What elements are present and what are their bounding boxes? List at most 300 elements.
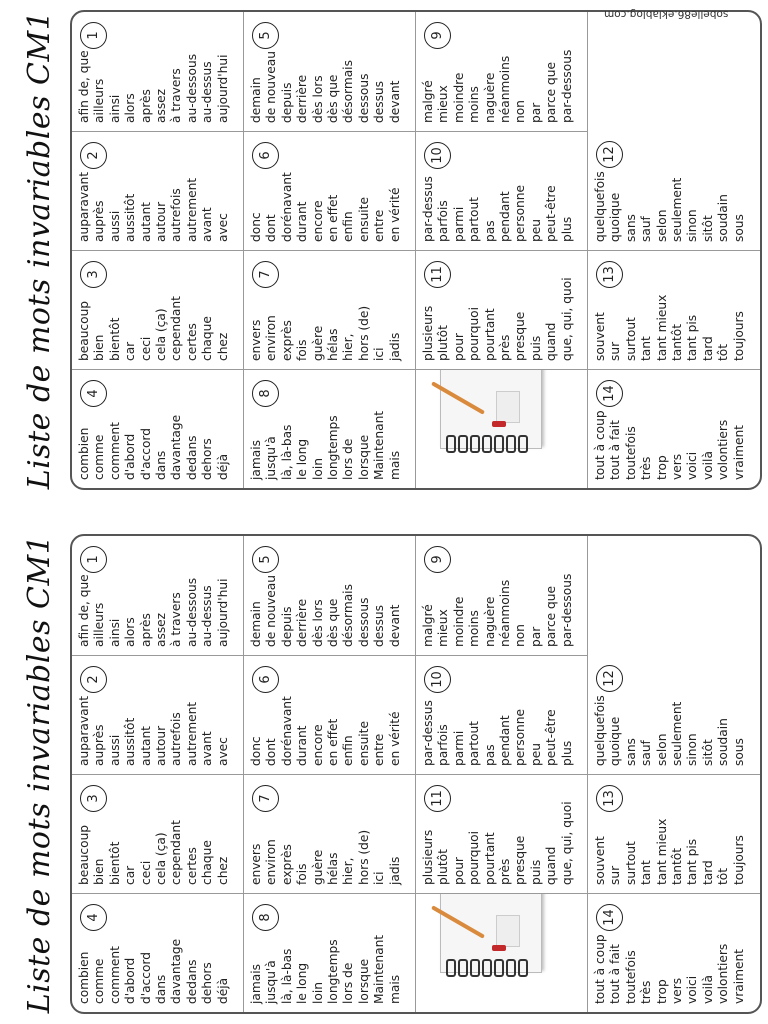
word: plus [559, 740, 574, 766]
word: plusieurs [421, 305, 435, 361]
word: demain [249, 77, 263, 123]
word: derrière [295, 74, 310, 123]
word: loin [310, 458, 325, 480]
word: pourtant [482, 832, 497, 885]
word: jadis [387, 332, 402, 361]
word-group-13 [588, 774, 760, 893]
word: aujourd'hui [215, 54, 230, 123]
word: bientôt [107, 317, 122, 361]
word: aussitôt [123, 193, 138, 242]
word: sitôt [700, 739, 715, 766]
group-number-badge: 10 [424, 666, 451, 693]
word: peu [528, 219, 543, 242]
group-number-badge: 11 [424, 785, 451, 812]
word: voilà [700, 451, 715, 480]
word: exprès [279, 320, 294, 361]
word: à travers [169, 68, 184, 123]
word: parmi [451, 730, 466, 766]
word: néanmoins [497, 579, 512, 647]
word: non [513, 624, 528, 647]
word: pour [451, 857, 466, 885]
word: cependant [169, 820, 184, 885]
word: sans [623, 214, 638, 242]
word: déjà [215, 453, 230, 480]
word: hors (de) [356, 829, 371, 885]
word: chez [215, 332, 230, 361]
word: car [123, 865, 138, 885]
group-number-badge: 10 [424, 142, 451, 169]
word: durant [295, 201, 310, 242]
word-group-7 [244, 774, 416, 893]
word: parce que [544, 62, 559, 123]
word-group-5 [244, 12, 416, 131]
word: beaucoup [77, 824, 91, 885]
word: désormais [341, 584, 356, 647]
word: tard [700, 336, 715, 361]
word: comment [107, 422, 122, 480]
word: de nouveau [264, 51, 279, 123]
word: d'abord [123, 957, 138, 1004]
word: par-dessus [421, 700, 435, 766]
word: le long [295, 962, 310, 1004]
word: encore [310, 724, 325, 766]
word: quand [544, 846, 559, 885]
word: derrière [295, 598, 310, 647]
word: ceci [138, 336, 153, 361]
word: surtout [623, 841, 638, 885]
word: tant mieux [654, 294, 669, 361]
word: néanmoins [497, 55, 512, 123]
word-group-4 [72, 893, 244, 1012]
word: partout [467, 197, 482, 242]
word: dans [153, 450, 168, 480]
word: dont [264, 738, 279, 766]
word: ailleurs [92, 602, 107, 647]
word: soudain [716, 194, 731, 242]
word: exprès [279, 844, 294, 885]
word: près [497, 334, 512, 361]
word-group-9 [416, 536, 588, 655]
word: très [639, 456, 654, 480]
word: ceci [138, 860, 153, 885]
group-number-badge: 8 [252, 380, 279, 407]
word: donc [249, 212, 263, 242]
word: devant [387, 80, 402, 123]
word: quelquefois [593, 695, 607, 766]
word: en vérité [387, 711, 402, 766]
word: volontiers [716, 419, 731, 480]
word: davantage [169, 938, 184, 1004]
word: fois [295, 863, 310, 885]
word: par-dessous [559, 49, 574, 123]
word: au-dessus [200, 585, 215, 647]
word: que, qui, quoi [559, 801, 574, 885]
word: malgré [421, 604, 435, 647]
group-number-badge: 9 [424, 546, 451, 573]
word: ensuite [356, 721, 371, 766]
word: jadis [387, 856, 402, 885]
word: tout à coup [593, 410, 607, 480]
group-number-badge: 11 [424, 261, 451, 288]
word: encore [310, 200, 325, 242]
word: assez [153, 612, 168, 647]
word: tout à fait [608, 420, 623, 480]
word-group-12 [588, 131, 760, 250]
word: ainsi [107, 618, 122, 647]
word: tard [700, 860, 715, 885]
word: peu [528, 743, 543, 766]
word: par-dessus [421, 176, 435, 242]
word: par [528, 102, 543, 123]
word: vraiment [731, 425, 746, 480]
word: autrefois [169, 712, 184, 766]
word: autant [138, 726, 153, 766]
word: chez [215, 856, 230, 885]
word: tant [639, 860, 654, 885]
word: moindre [451, 72, 466, 123]
group-number-badge: 4 [80, 904, 107, 931]
word: pour [451, 333, 466, 361]
word: d'abord [123, 433, 138, 480]
group-number-badge: 12 [596, 141, 623, 168]
word: lors de [341, 962, 356, 1004]
word: envers [249, 843, 263, 885]
word: hier, [341, 333, 356, 361]
word: moindre [451, 596, 466, 647]
notebook-icon [434, 893, 544, 977]
word: dedans [184, 959, 199, 1004]
word-group-12 [588, 655, 760, 774]
word: cela (ça) [153, 832, 168, 885]
word: désormais [341, 60, 356, 123]
group-number-badge: 13 [596, 261, 623, 288]
word: alors [123, 93, 138, 123]
group-number-badge: 7 [252, 785, 279, 812]
group-number-badge: 5 [252, 22, 279, 49]
word: jusqu'à [264, 960, 279, 1004]
word: trop [654, 455, 669, 480]
group-number-badge: 9 [424, 22, 451, 49]
word-group-13 [588, 250, 760, 369]
word: combien [77, 951, 91, 1004]
word: entre [372, 209, 387, 242]
word: puis [528, 335, 543, 361]
group-number-badge: 13 [596, 785, 623, 812]
word: presque [513, 311, 528, 361]
word: alors [123, 617, 138, 647]
word: cela (ça) [153, 308, 168, 361]
word: durant [295, 725, 310, 766]
word-group-1 [72, 12, 244, 131]
word: en effet [325, 194, 340, 242]
word: parce que [544, 586, 559, 647]
word: moins [467, 610, 482, 647]
word: combien [77, 427, 91, 480]
word: sauf [639, 740, 654, 766]
word-group-8 [244, 893, 416, 1012]
word: guère [310, 849, 325, 885]
group-number-badge: 6 [252, 142, 279, 169]
word: moins [467, 86, 482, 123]
word: auparavant [77, 171, 91, 242]
word: d'accord [138, 952, 153, 1004]
word: dessous [356, 597, 371, 647]
word: selon [654, 209, 669, 242]
word: aussi [107, 210, 122, 242]
word: depuis [279, 606, 294, 647]
word: puis [528, 859, 543, 885]
word: quoique [608, 192, 623, 242]
word: enfin [341, 211, 356, 242]
word: peut-être [544, 709, 559, 766]
word: naguère [482, 72, 497, 123]
word-list-sheet-1 [10, 10, 762, 490]
word: près [497, 858, 512, 885]
word: avec [215, 213, 230, 242]
word: afin de, que [77, 574, 91, 647]
word: malgré [421, 80, 435, 123]
word: Maintenant [372, 410, 387, 480]
word: avant [200, 731, 215, 766]
word-group-14 [588, 369, 760, 488]
word-group-5 [244, 536, 416, 655]
word: autrement [184, 701, 199, 766]
word: dont [264, 214, 279, 242]
sheet-title: Liste de mots invariables CM1 [22, 10, 57, 490]
word: sous [731, 738, 746, 766]
word: pourquoi [467, 830, 482, 885]
word-table [70, 10, 762, 490]
word: tout à coup [593, 934, 607, 1004]
word: peut-être [544, 185, 559, 242]
word: parfois [436, 724, 451, 766]
word: trop [654, 979, 669, 1004]
word: très [639, 980, 654, 1004]
group-number-badge: 8 [252, 904, 279, 931]
word-group-6 [244, 131, 416, 250]
word-group-9 [416, 12, 588, 131]
word: seulement [669, 177, 684, 242]
word: partout [467, 721, 482, 766]
word-group-4 [72, 369, 244, 488]
word: bien [92, 334, 107, 361]
word: parfois [436, 200, 451, 242]
word: tôt [716, 867, 731, 885]
word: que, qui, quoi [559, 277, 574, 361]
word: tôt [716, 343, 731, 361]
word: lorsque [356, 958, 371, 1004]
word: mais [387, 450, 402, 480]
word: autrement [184, 177, 199, 242]
group-number-badge: 12 [596, 665, 623, 692]
word: enfin [341, 735, 356, 766]
word: avant [200, 207, 215, 242]
notebook-icon [434, 369, 544, 453]
word: dès lors [310, 75, 325, 123]
word: presque [513, 835, 528, 885]
word: voici [685, 975, 700, 1004]
word: dehors [200, 962, 215, 1004]
word: dessus [372, 604, 387, 647]
word: donc [249, 736, 263, 766]
word: afin de, que [77, 50, 91, 123]
word: personne [513, 709, 528, 766]
word: mieux [436, 85, 451, 123]
word: pourtant [482, 308, 497, 361]
word: vers [669, 453, 684, 480]
group-number-badge: 1 [80, 22, 107, 49]
word: tout à fait [608, 944, 623, 1004]
word: là, là-bas [279, 424, 294, 480]
word: auparavant [77, 695, 91, 766]
word: sur [608, 865, 623, 885]
word: beaucoup [77, 300, 91, 361]
word: naguère [482, 596, 497, 647]
word-group-2 [72, 655, 244, 774]
group-number-badge: 3 [80, 261, 107, 288]
word: certes [184, 847, 199, 885]
word: sous [731, 214, 746, 242]
group-number-badge: 3 [80, 785, 107, 812]
word: tant pis [685, 838, 700, 885]
word-group-11 [416, 774, 588, 893]
word: hélas [325, 328, 340, 361]
word: environ [264, 839, 279, 885]
word-group-8 [244, 369, 416, 488]
word-table [70, 534, 762, 1014]
word: personne [513, 185, 528, 242]
word: au-dessous [184, 53, 199, 123]
word: seulement [669, 701, 684, 766]
word: vraiment [731, 949, 746, 1004]
group-number-badge: 2 [80, 142, 107, 169]
word: souvent [593, 312, 607, 361]
word: tantôt [669, 848, 684, 885]
word: lors de [341, 438, 356, 480]
word: fois [295, 339, 310, 361]
word: tant mieux [654, 818, 669, 885]
notebook-illustration [416, 893, 588, 1012]
word-group-3 [72, 250, 244, 369]
word-group-10 [416, 131, 588, 250]
word: toutefois [623, 950, 638, 1004]
word: quoique [608, 716, 623, 766]
notebook-illustration [416, 369, 588, 488]
word: hélas [325, 852, 340, 885]
word: le long [295, 438, 310, 480]
word: chaque [200, 840, 215, 885]
word: longtemps [325, 939, 340, 1004]
word: jusqu'à [264, 436, 279, 480]
word: comme [92, 958, 107, 1004]
word-group-10 [416, 655, 588, 774]
sheet-title: Liste de mots invariables CM1 [22, 534, 57, 1014]
word: tant pis [685, 314, 700, 361]
word: quand [544, 322, 559, 361]
group-number-badge: 2 [80, 666, 107, 693]
word: ici [372, 871, 387, 885]
word: au-dessus [200, 61, 215, 123]
word: autour [153, 201, 168, 242]
word: guère [310, 325, 325, 361]
word: dès que [325, 74, 340, 123]
word: voici [685, 451, 700, 480]
group-number-badge: 14 [596, 380, 623, 407]
group-number-badge: 14 [596, 904, 623, 931]
word: cependant [169, 296, 184, 361]
word: non [513, 100, 528, 123]
word: toutefois [623, 426, 638, 480]
word-group-3 [72, 774, 244, 893]
word: dorénavant [279, 172, 294, 242]
word: envers [249, 319, 263, 361]
word: après [138, 89, 153, 123]
word: par-dessous [559, 573, 574, 647]
word: selon [654, 733, 669, 766]
word: autant [138, 202, 153, 242]
word-group-14 [588, 893, 760, 1012]
word: toujours [731, 835, 746, 885]
word: dehors [200, 438, 215, 480]
word: loin [310, 982, 325, 1004]
word: surtout [623, 317, 638, 361]
word: comme [92, 434, 107, 480]
word: auprès [92, 200, 107, 242]
word: plutôt [436, 849, 451, 885]
word: volontiers [716, 943, 731, 1004]
word: entre [372, 733, 387, 766]
word: pas [482, 744, 497, 766]
word: sinon [685, 209, 700, 242]
word: avec [215, 737, 230, 766]
word: auprès [92, 724, 107, 766]
word-group-2 [72, 131, 244, 250]
word: d'accord [138, 428, 153, 480]
word: depuis [279, 82, 294, 123]
word: toujours [731, 311, 746, 361]
word: plus [559, 216, 574, 242]
word: de nouveau [264, 575, 279, 647]
word: longtemps [325, 415, 340, 480]
word-group-7 [244, 250, 416, 369]
word: plusieurs [421, 829, 435, 885]
group-number-badge: 4 [80, 380, 107, 407]
word: ensuite [356, 197, 371, 242]
word: au-dessous [184, 577, 199, 647]
word: pendant [497, 191, 512, 242]
word: en effet [325, 718, 340, 766]
word: jamais [249, 964, 263, 1004]
word: aujourd'hui [215, 578, 230, 647]
group-number-badge: 6 [252, 666, 279, 693]
word: ailleurs [92, 78, 107, 123]
word: tant [639, 336, 654, 361]
word: à travers [169, 592, 184, 647]
word-group-6 [244, 655, 416, 774]
word: souvent [593, 836, 607, 885]
word: après [138, 613, 153, 647]
word-list-sheet-2 [10, 534, 762, 1014]
word: bien [92, 858, 107, 885]
word: sans [623, 738, 638, 766]
word: voilà [700, 975, 715, 1004]
word: devant [387, 604, 402, 647]
word: ici [372, 347, 387, 361]
word: davantage [169, 414, 184, 480]
word: hier, [341, 857, 356, 885]
word: dans [153, 974, 168, 1004]
word-group-1 [72, 536, 244, 655]
